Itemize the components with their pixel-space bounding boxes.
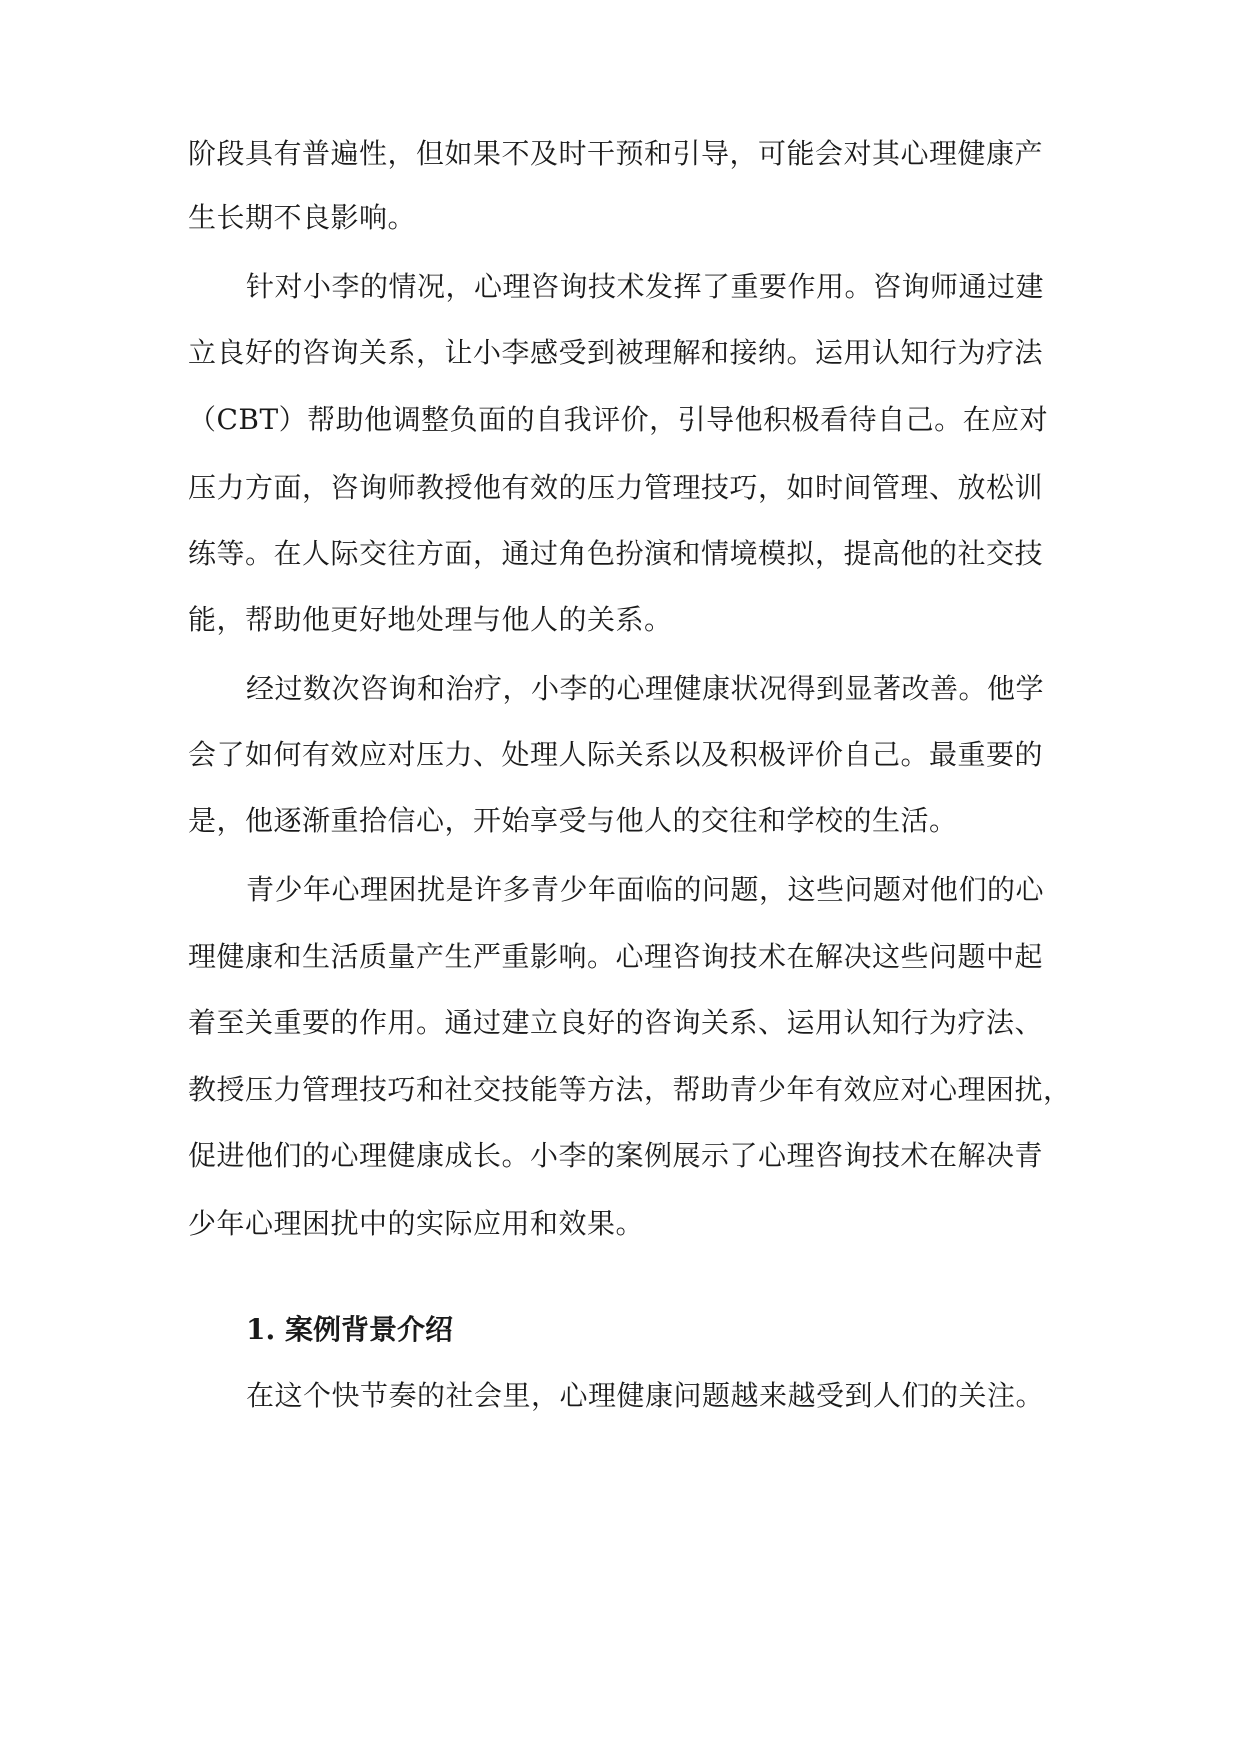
text-line: 经过数次咨询和治疗，小李的心理健康状况得到显著改善。他学 <box>246 672 1045 705</box>
text-line: 阶段具有普遍性，但如果不及时干预和引导，可能会对其心理健康产 <box>188 137 1044 170</box>
text-line: 立良好的咨询关系，让小李感受到被理解和接纳。运用认知行为疗法 <box>188 336 1044 369</box>
text-line: 压力方面，咨询师教授他有效的压力管理技巧，如时间管理、放松训 <box>188 471 1044 504</box>
section-heading: 1. 案例背景介绍 <box>246 1313 453 1346</box>
text-line: 少年心理困扰中的实际应用和效果。 <box>188 1207 645 1240</box>
text-line: 练等。在人际交往方面，通过角色扮演和情境模拟，提高他的社交技 <box>188 537 1044 570</box>
text-line: 能，帮助他更好地处理与他人的关系。 <box>188 603 673 636</box>
text-line: 青少年心理困扰是许多青少年面临的问题，这些问题对他们的心 <box>246 873 1045 906</box>
text-line: 生长期不良影响。 <box>188 201 417 234</box>
text-line: 着至关重要的作用。通过建立良好的咨询关系、运用认知行为疗法、 <box>188 1006 1044 1039</box>
text-line: 促进他们的心理健康成长。小李的案例展示了心理咨询技术在解决青 <box>188 1139 1044 1172</box>
text-line: 理健康和生活质量产生严重影响。心理咨询技术在解决这些问题中起 <box>188 940 1044 973</box>
text-line: 教授压力管理技巧和社交技能等方法，帮助青少年有效应对心理困扰， <box>188 1073 1072 1106</box>
text-line: 会了如何有效应对压力、处理人际关系以及积极评价自己。最重要的 <box>188 738 1044 771</box>
text-line: 针对小李的情况，心理咨询技术发挥了重要作用。咨询师通过建 <box>246 270 1045 303</box>
text-line: 是，他逐渐重拾信心，开始享受与他人的交往和学校的生活。 <box>188 804 958 837</box>
text-line: （CBT）帮助他调整负面的自我评价，引导他积极看待自己。在应对 <box>188 403 1049 436</box>
text-line: 在这个快节奏的社会里，心理健康问题越来越受到人们的关注。 <box>246 1379 1045 1412</box>
